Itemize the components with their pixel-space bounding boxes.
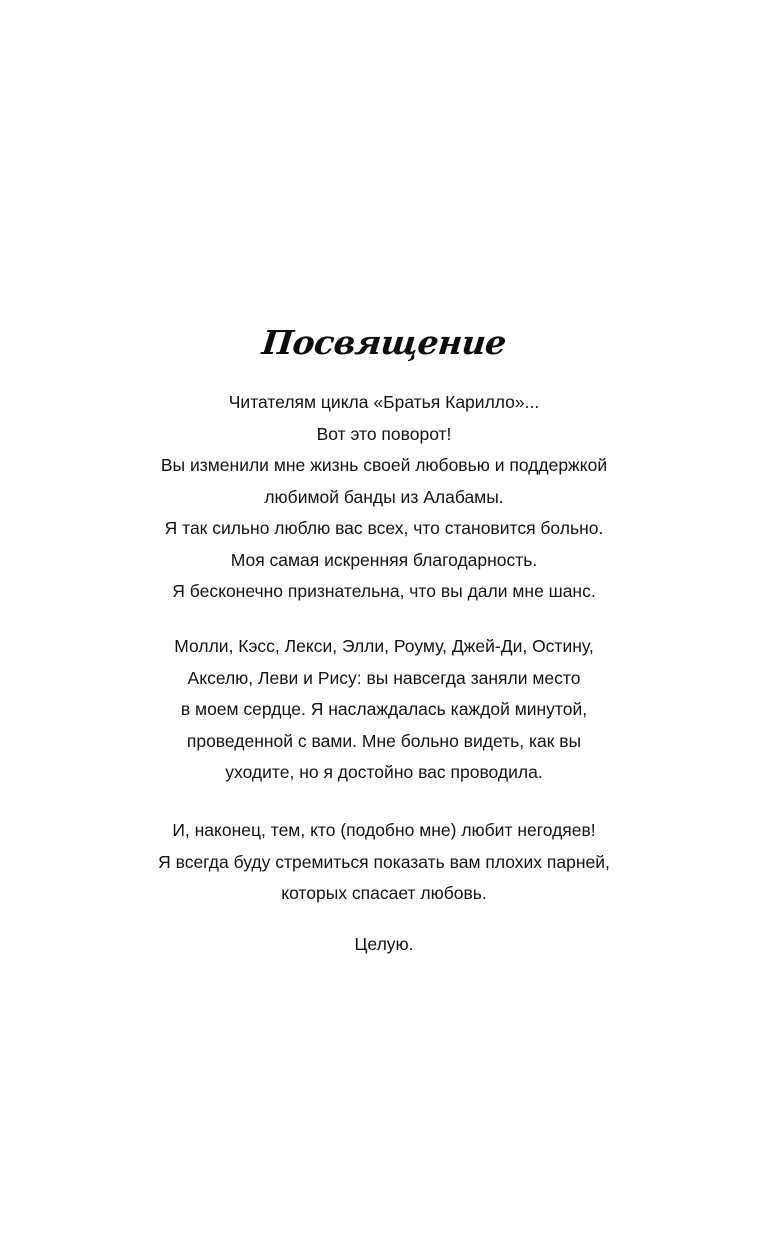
text-line: проведенной с вами. Мне больно видеть, как вы	[186, 730, 582, 751]
text-line: Я бесконечно признательна, что вы дали мне шанс.	[172, 581, 596, 601]
text-line: уходите, но я достойно вас проводила.	[225, 762, 543, 782]
dedication-stanza-1	[0, 387, 768, 608]
text-line: в моем сердце. Я наслаждалась каждой минутой,	[180, 699, 588, 719]
text-line: любимой банды из Алабамы.	[264, 486, 504, 507]
text-line: Целую.	[354, 934, 414, 954]
page-title: Посвящение	[260, 323, 508, 362]
text-line: Я так сильно люблю вас всех, что становится больно.	[164, 518, 604, 538]
text-line: Читателям цикла «Братья Карилло»...	[228, 392, 540, 412]
text-line: И, наконец, тем, кто (подобно мне) любит негодяев!	[172, 820, 596, 840]
text-line: Акселю, Леви и Рису: вы навсегда заняли место	[187, 667, 581, 688]
dedication-stanza-2	[0, 631, 768, 789]
dedication-closing	[0, 929, 768, 961]
text-line: Моя самая искренняя благодарность.	[230, 549, 538, 570]
text-line: которых спасает любовь.	[281, 883, 487, 903]
text-line: Молли, Кэсс, Лекси, Элли, Роуму, Джей-Ди, Остину,	[174, 636, 594, 656]
text-line: Вы изменили мне жизнь своей любовью и поддержкой	[160, 455, 608, 475]
text-line: Вот это поворот!	[316, 423, 452, 444]
dedication-stanza-3	[0, 815, 768, 910]
text-line: Я всегда буду стремиться показать вам плохих парней,	[158, 851, 610, 872]
